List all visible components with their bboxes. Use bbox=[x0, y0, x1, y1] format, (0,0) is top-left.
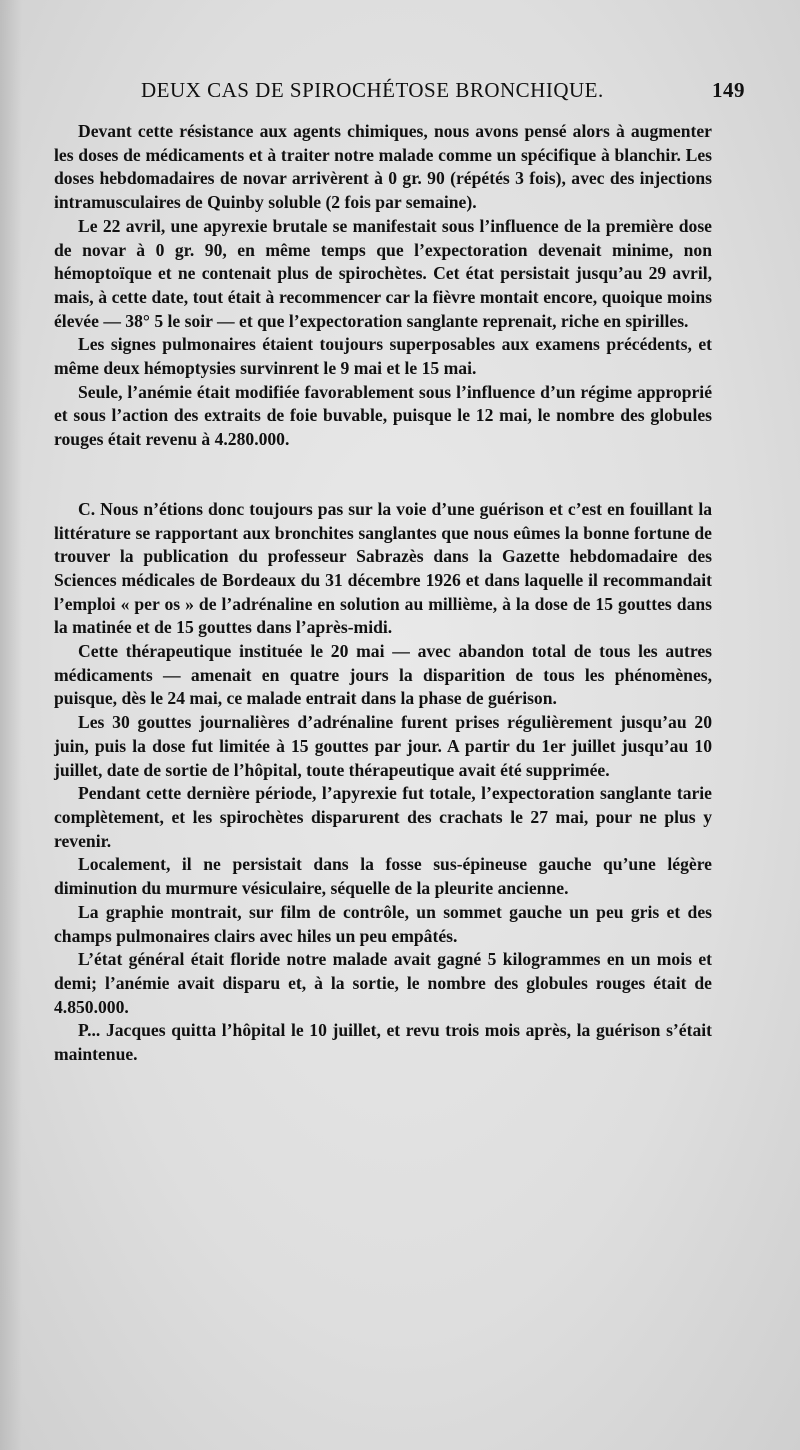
paragraph-section-c: C. Nous n’étions donc toujours pas sur la voie d’une guérison et c’est en fouillant la littérature se rapportant aux bronchites sanglantes que nous eûmes la bonne fortune de trouver la publication du professeur Sabrazès dans la Gazette hebdomadaire des Sciences médicales de Bordeaux du 31 décembre 1926 et dans laquelle il recommandait l’emploi « per os » de l’adrénaline en solution au millième, à la dose de 15 gouttes dans la matinée et de 15 gouttes dans l’après-midi. bbox=[54, 498, 712, 638]
paragraph: Localement, il ne persistait dans la fosse sus-épineuse gauche qu’une légère diminution du murmure vésiculaire, séquelle de la pleurite ancienne. bbox=[54, 854, 712, 899]
page-number: 149 bbox=[712, 78, 745, 102]
paragraph: P... Jacques quitta l’hôpital le 10 juillet, et revu trois mois après, la guérison s’était maintenue. bbox=[54, 1020, 712, 1065]
paragraph: Pendant cette dernière période, l’apyrexie fut totale, l’expectoration sanglante tarie complètement, et les spirochètes disparurent des crachats le 27 mai, pour ne plus y revenir. bbox=[54, 783, 712, 851]
paragraph: La graphie montrait, sur film de contrôle, un sommet gauche un peu gris et des champs pulmonaires clairs avec hiles un peu empâtés. bbox=[54, 901, 712, 946]
running-title: DEUX CAS DE SPIROCHÉTOSE BRONCHIQUE. bbox=[141, 78, 604, 102]
paragraph: Le 22 avril, une apyrexie brutale se manifestait sous l’influence de la première dose de novar à 0 gr. 90, en même temps que l’expectoration devenait minime, non hémoptoïque et ne contenait plus de spirochètes. Cet état persistait jusqu’au 29 avril, mais, à cette date, tout était à recommencer car la fièvre montait encore, quoique moins élevée — 38° 5 le soir — et que l’expectoration sanglante reprenait, riche en spirilles. bbox=[54, 215, 712, 331]
running-header bbox=[55, 78, 745, 108]
paragraph: Devant cette résistance aux agents chimiques, nous avons pensé alors à augmenter les doses de médicaments et à traiter notre malade comme un spécifique à blanchir. Les doses hebdomadaires de novar arrivèrent à 0 gr. 90 (répétés 3 fois), avec des injections intramusculaires de Quinby soluble (2 fois par semaine). bbox=[54, 121, 712, 213]
paragraph: Cette thérapeutique instituée le 20 mai — avec abandon total de tous les autres médicaments — amenait en quatre jours la disparition de tous les phénomènes, puisque, dès le 24 mai, ce malade entrait dans la phase de guérison. bbox=[54, 641, 712, 709]
body-text bbox=[54, 120, 712, 1067]
binding-shadow bbox=[0, 0, 22, 1450]
paragraph: Les 30 gouttes journalières d’adrénaline furent prises régulièrement jusqu’au 20 juin, puis la dose fut limitée à 15 gouttes par jour. A partir du 1er juillet jusqu’au 10 juillet, date de sortie de l’hôpital, toute thérapeutique avait été supprimée. bbox=[54, 712, 712, 780]
paragraph: Seule, l’anémie était modifiée favorablement sous l’influence d’un régime approprié et sous l’action des extraits de foie buvable, puisque le 12 mai, le nombre des globules rouges était revenu à 4.280.000. bbox=[54, 381, 712, 450]
paragraph: Les signes pulmonaires étaient toujours superposables aux examens précédents, et même deux hémoptysies survinrent le 9 mai et le 15 mai. bbox=[54, 334, 712, 379]
paragraph: L’état général était floride notre malade avait gagné 5 kilogrammes en un mois et demi; l’anémie avait disparu et, à la sortie, le nombre des globules rouges était de 4.850.000. bbox=[54, 949, 712, 1017]
